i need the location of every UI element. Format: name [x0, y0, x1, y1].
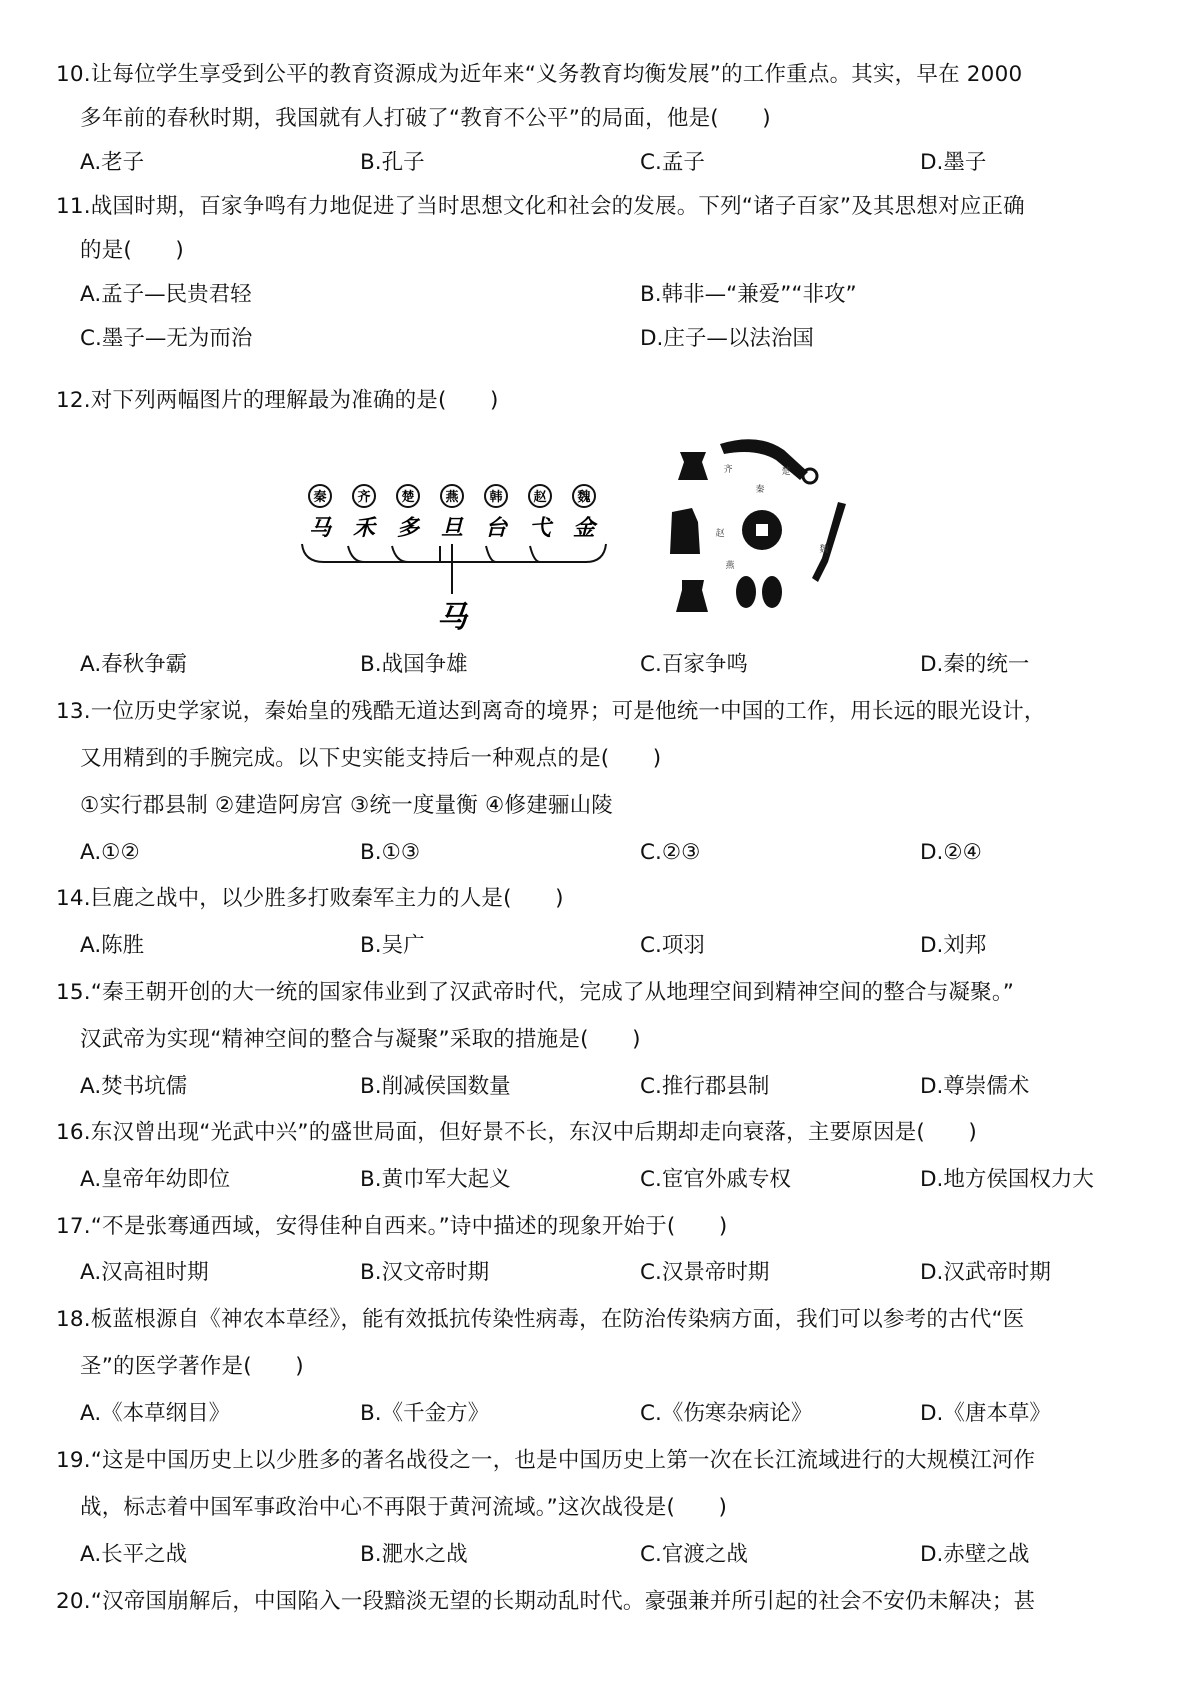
- q19-option-a[interactable]: A.长平之战: [80, 1542, 188, 1567]
- state-circle-zhao: [529, 485, 551, 507]
- q13-option-c[interactable]: C.②③: [640, 840, 701, 865]
- variant-qin: 马: [308, 516, 332, 541]
- q17-option-c[interactable]: C.汉景帝时期: [640, 1260, 770, 1285]
- bracket-lines: [302, 544, 606, 594]
- state-circle-yan: [441, 485, 463, 507]
- q14-option-d[interactable]: D.刘邦: [920, 933, 987, 958]
- q15-line-2: 汉武帝为实现“精神空间的整合与凝聚”采取的措施是( ): [80, 1027, 641, 1052]
- coins-figure: [668, 432, 898, 632]
- q14-line-1: 14.巨鹿之战中，以少胜多打败秦军主力的人是( ): [56, 886, 564, 911]
- q12-option-c[interactable]: C.百家争鸣: [640, 652, 748, 677]
- q10-option-c[interactable]: C.孟子: [640, 150, 705, 175]
- knife-coin-right: [812, 502, 846, 582]
- q10-option-d[interactable]: D.墨子: [920, 150, 987, 175]
- q11-line-1: 11.战国时期，百家争鸣有力地促进了当时思想文化和社会的发展。下列“诸子百家”及其思想对应正确: [56, 194, 1025, 219]
- q11-option-a[interactable]: A.孟子—民贵君轻: [80, 282, 252, 307]
- q11-option-d[interactable]: D.庄子—以法治国: [640, 326, 814, 351]
- q16-option-b[interactable]: B.黄巾军大起义: [360, 1167, 511, 1192]
- q19-option-d[interactable]: D.赤壁之战: [920, 1542, 1030, 1567]
- variant-wei: 金: [572, 516, 596, 541]
- knife-coin-top: [720, 439, 808, 480]
- spade-coin-bottom: [676, 580, 708, 612]
- coin-label-qi: 齐: [723, 465, 733, 475]
- q19-line-2: 战，标志着中国军事政治中心不再限于黄河流域。”这次战役是( ): [80, 1495, 728, 1520]
- q15-line-1: 15.“秦王朝开创的大一统的国家伟业到了汉武帝时代，完成了从地理空间到精神空间的整合与凝聚。”: [56, 980, 1015, 1005]
- state-label-yan: 燕: [445, 490, 459, 505]
- q12-line-1: 12.对下列两幅图片的理解最为准确的是( ): [56, 388, 499, 413]
- q14-option-c[interactable]: C.项羽: [640, 933, 705, 958]
- state-circle-chu: [397, 485, 419, 507]
- q10-line-1: 10.让每位学生享受到公平的教育资源成为近年来“义务教育均衡发展”的工作重点。其实，早在 2000: [56, 62, 1023, 87]
- variant-zhao: 弋: [528, 516, 552, 541]
- variant-chu: 多: [396, 516, 420, 541]
- q17-option-b[interactable]: B.汉文帝时期: [360, 1260, 490, 1285]
- unified-script-figure: [300, 482, 610, 632]
- state-label-qi: 齐: [357, 490, 371, 505]
- q10-option-b[interactable]: B.孔子: [360, 150, 425, 175]
- q12-option-d[interactable]: D.秦的统一: [920, 652, 1030, 677]
- variant-yan: 旦: [440, 516, 464, 541]
- state-circle-qi: [353, 485, 375, 507]
- q10-line-2: 多年前的春秋时期，我国就有人打破了“教育不公平”的局面，他是( ): [80, 106, 771, 131]
- coin-label-yan: 燕: [725, 561, 735, 571]
- unified-character: 马: [437, 600, 467, 632]
- q13-line-3: ①实行郡县制 ②建造阿房宫 ③统一度量衡 ④修建骊山陵: [80, 793, 614, 818]
- q13-option-b[interactable]: B.①③: [360, 840, 421, 865]
- q18-line-1: 18.板蓝根源自《神农本草经》，能有效抵抗传染性病毒，在防治传染病方面，我们可以参考的古代“医: [56, 1307, 1025, 1332]
- q15-option-d[interactable]: D.尊崇儒术: [920, 1074, 1030, 1099]
- state-label-qin: 秦: [313, 490, 327, 505]
- q13-line-1: 13.一位历史学家说，秦始皇的残酷无道达到离奇的境界；可是他统一中国的工作，用长远的眼光设计，: [56, 699, 1046, 724]
- coin-label-chu: 楚: [781, 467, 791, 477]
- variant-han: 台: [484, 516, 508, 541]
- q15-option-c[interactable]: C.推行郡县制: [640, 1074, 770, 1099]
- coin-label-zhao: 赵: [715, 529, 725, 539]
- round-coin-hole: [756, 524, 768, 536]
- q19-option-c[interactable]: C.官渡之战: [640, 1542, 748, 1567]
- q19-option-b[interactable]: B.淝水之战: [360, 1542, 468, 1567]
- variant-qi: 禾: [352, 516, 376, 541]
- state-label-zhao: 赵: [533, 490, 547, 505]
- spade-coin-left: [670, 508, 700, 554]
- q16-option-a[interactable]: A.皇帝年幼即位: [80, 1167, 231, 1192]
- state-label-han: 韩: [489, 490, 503, 505]
- q18-option-a[interactable]: A.《本草纲目》: [80, 1401, 231, 1426]
- q17-line-1: 17.“不是张骞通西域，安得佳种自西来。”诗中描述的现象开始于( ): [56, 1214, 728, 1239]
- q16-line-1: 16.东汉曾出现“光武中兴”的盛世局面，但好景不长，东汉中后期却走向衰落，主要原因是( ): [56, 1120, 977, 1145]
- ant-nose-coin-1: [736, 576, 756, 608]
- q18-option-b[interactable]: B.《千金方》: [360, 1401, 490, 1426]
- q13-line-2: 又用精到的手腕完成。以下史实能支持后一种观点的是( ): [80, 746, 662, 771]
- state-circle-qin: [309, 485, 331, 507]
- q16-option-d[interactable]: D.地方侯国权力大: [920, 1167, 1094, 1192]
- ant-nose-coin-2: [762, 576, 782, 608]
- q13-option-d[interactable]: D.②④: [920, 840, 982, 865]
- q17-option-d[interactable]: D.汉武帝时期: [920, 1260, 1051, 1285]
- q10-option-a[interactable]: A.老子: [80, 150, 145, 175]
- q16-option-c[interactable]: C.宦官外戚专权: [640, 1167, 791, 1192]
- q18-option-c[interactable]: C.《伤寒杂病论》: [640, 1401, 813, 1426]
- q15-option-b[interactable]: B.削减侯国数量: [360, 1074, 511, 1099]
- state-circle-wei: [573, 485, 595, 507]
- q11-option-b[interactable]: B.韩非—“兼爱”“非攻”: [640, 282, 857, 307]
- coin-label-qin: 秦: [755, 485, 765, 495]
- state-label-chu: 楚: [401, 490, 415, 505]
- q12-option-a[interactable]: A.春秋争霸: [80, 652, 188, 677]
- q18-line-2: 圣”的医学著作是( ): [80, 1354, 304, 1379]
- q19-line-1: 19.“这是中国历史上以少胜多的著名战役之一，也是中国历史上第一次在长江流域进行的大规模江河作: [56, 1448, 1036, 1473]
- spade-coin-top: [678, 452, 708, 480]
- q12-option-b[interactable]: B.战国争雄: [360, 652, 468, 677]
- state-label-wei: 魏: [577, 490, 591, 505]
- q13-option-a[interactable]: A.①②: [80, 840, 140, 865]
- q18-option-d[interactable]: D.《唐本草》: [920, 1401, 1051, 1426]
- q20-line-1: 20.“汉帝国崩解后，中国陷入一段黯淡无望的长期动乱时代。豪强兼并所引起的社会不安仍未解决；甚: [56, 1589, 1036, 1614]
- coin-label-wei: 魏: [819, 545, 829, 555]
- q17-option-a[interactable]: A.汉高祖时期: [80, 1260, 209, 1285]
- q11-option-c[interactable]: C.墨子—无为而治: [80, 326, 253, 351]
- q15-option-a[interactable]: A.焚书坑儒: [80, 1074, 188, 1099]
- q11-line-2: 的是( ): [80, 238, 184, 263]
- state-circle-han: [485, 485, 507, 507]
- knife-coin-ring: [803, 469, 817, 483]
- q14-option-b[interactable]: B.吴广: [360, 933, 425, 958]
- q14-option-a[interactable]: A.陈胜: [80, 933, 145, 958]
